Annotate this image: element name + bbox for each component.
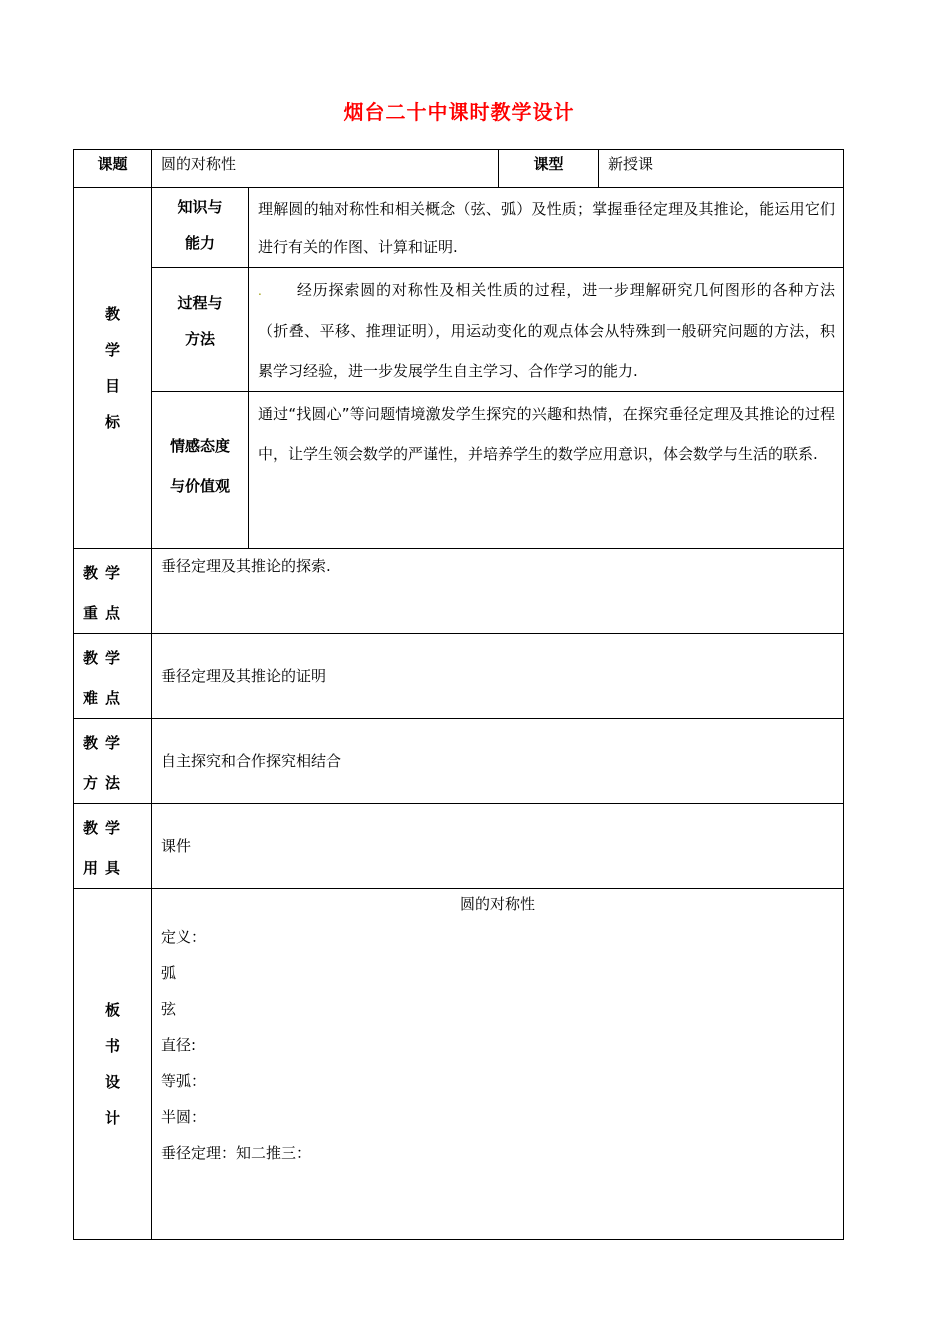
board-content (152, 889, 844, 1240)
objectives-label-char: 标 (104, 413, 120, 431)
tools-row (74, 804, 844, 889)
board-title: 圆的对称性 (460, 895, 536, 913)
objective-row-process (74, 268, 844, 392)
attitude-text: 通过“找圆心”等问题情境激发学生探究的兴趣和热情，在探究垂径定理及其推论的过程中，让学生领会数学的严谨性，并培养学生的数学应用意识，体会数学与生活的联系. (249, 392, 844, 549)
board-label (74, 889, 152, 1240)
difficulty-row (74, 634, 844, 719)
difficulty-value: 垂径定理及其推论的证明 (152, 634, 844, 719)
board-label-char: 板 (104, 1001, 120, 1019)
type-label: 课型 (499, 150, 599, 188)
objective-row-knowledge (74, 188, 844, 268)
document-title: 烟台二十中课时教学设计 (343, 100, 575, 124)
board-row (74, 889, 844, 1240)
marker-dot-icon: . (258, 284, 262, 298)
board-line: 直径: (161, 1036, 197, 1054)
lesson-plan-table (73, 149, 844, 1240)
board-label-char: 设 (104, 1073, 120, 1091)
topic-value: 圆的对称性 (152, 150, 499, 188)
topic-label: 课题 (74, 150, 152, 188)
header-row (74, 150, 844, 188)
board-line: 垂径定理：知二推三： (161, 1144, 312, 1162)
focus-row (74, 549, 844, 634)
process-label: 过程与 方法 (152, 268, 249, 392)
board-line: 等弧： (161, 1072, 207, 1090)
objectives-label-char: 教 (104, 305, 120, 323)
tools-label: 教学用具 (74, 804, 152, 889)
focus-value: 垂径定理及其推论的探索. (152, 549, 844, 634)
objectives-label (74, 188, 152, 549)
attitude-label: 情感态度 与价值观 (152, 392, 249, 549)
difficulty-label: 教学难点 (74, 634, 152, 719)
objectives-label-char: 学 (104, 341, 120, 359)
board-line: 弧 (161, 964, 177, 982)
process-text-cell (249, 268, 844, 392)
type-value: 新授课 (599, 150, 844, 188)
objectives-label-char: 目 (104, 377, 120, 395)
objective-row-attitude (74, 392, 844, 549)
board-label-char: 书 (104, 1037, 120, 1055)
board-line: 弦 (161, 1000, 177, 1018)
tools-value: 课件 (152, 804, 844, 889)
knowledge-label: 知识与 能力 (152, 188, 249, 268)
knowledge-text: 理解圆的轴对称性和相关概念（弦、弧）及性质；掌握垂径定理及其推论，能运用它们进行有关的作图、计算和证明. (249, 188, 844, 268)
method-value: 自主探究和合作探究相结合 (152, 719, 844, 804)
focus-label: 教学重点 (74, 549, 152, 634)
process-text: 经历探索圆的对称性及相关性质的过程，进一步理解研究几何图形的各种方法（折叠、平移、推理证明），用运动变化的观点体会从特殊到一般研究问题的方法，积累学习经验，进一步发展学生自主学习、合作学习的能力. (258, 281, 836, 380)
board-line: 定义： (161, 928, 207, 946)
board-line: 半圆： (161, 1108, 207, 1126)
board-label-char: 计 (104, 1109, 120, 1127)
method-label: 教学方法 (74, 719, 152, 804)
method-row (74, 719, 844, 804)
